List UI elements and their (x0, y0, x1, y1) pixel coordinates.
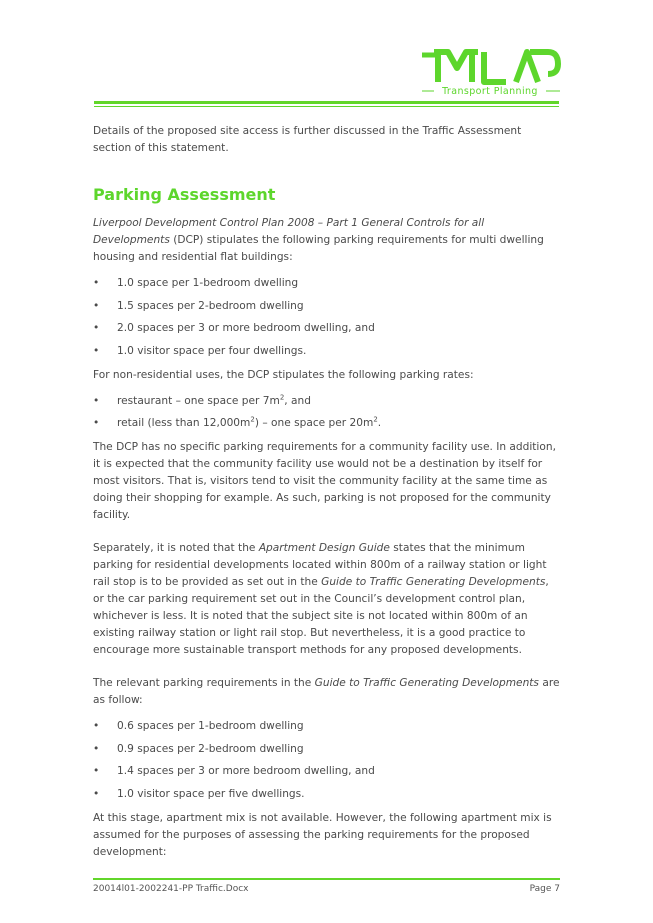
footer-page-number: Page 7 (529, 884, 560, 894)
page-body (93, 123, 561, 870)
mla-logo (420, 44, 562, 100)
header-rule-thick (94, 101, 559, 104)
list-item: • 1.4 spaces per 3 or more bedroom dwelling, and (93, 763, 561, 780)
list-item: • retail (less than $12,000m^2$) – one space per $20m^2$. (93, 415, 561, 432)
dcp-paragraph: Liverpool Development Control Plan 2008 – Part 1 General Controls for all Developments (DCP) stipulates the following parking requirements for multi dwelling housing and residential flat buildings: (93, 217, 544, 263)
intro-paragraph: Details of the proposed site access is further discussed in the Traffic Assessment section of this statement. (93, 125, 522, 154)
list-item: • 0.9 spaces per 2-bedroom dwelling (93, 741, 561, 758)
community-paragraph: The DCP has no specific parking requirements for a community facility use. In addition, it is expected that the community facility use would not be a destination by itself for most visitors. That is, visitors tend to visit the community facility at the same time as doing their shopping for example. As such, parking is not proposed for the community facility. (93, 441, 556, 521)
closing-paragraph: At this stage, apartment mix is not available. However, the following apartment mix is assumed for the purposes of assessing the parking requirements for the proposed development: (93, 811, 552, 858)
dcp-bullet-list (93, 275, 561, 360)
adg-paragraph: Separately, it is noted that the Apartment Design Guide states that the minimum parking for residential developments located within 800m of a railway station or light rail stop is to be provided as set out in the Guide to Traffic Generating Developments, or the car parking requirement set out in the Council’s development control plan, whichever is less. It is noted that the subject site is not located within 800m of an existing railway station or light rail stop. But nevertheless, it is a good practice to encourage more sustainable transport methods for any proposed developments. (93, 542, 549, 656)
dcp-title: Liverpool Development Control Plan 2008 – Part 1 General Controls for all Developments (93, 217, 485, 246)
list-item: • 2.0 spaces per 3 or more bedroom dwelling, and (93, 320, 561, 337)
guide-paragraph: The relevant parking requirements in the Guide to Traffic Generating Developments are as follow: (93, 677, 560, 706)
nonres-intro: For non-residential uses, the DCP stipulates the following parking rates: (93, 368, 474, 381)
list-item: • 1.0 visitor space per five dwellings. (93, 786, 561, 803)
nonres-bullet-list (93, 393, 561, 433)
section-heading: Parking Assessment (93, 185, 276, 204)
list-item: • 0.6 spaces per 1-bedroom dwelling (93, 718, 561, 735)
list-item: • 1.5 spaces per 2-bedroom dwelling (93, 298, 561, 315)
footer-rule (93, 878, 560, 880)
header-rule-thin (94, 106, 559, 107)
logo-tagline: Transport Planning (442, 86, 538, 97)
guide-bullet-list (93, 718, 561, 803)
list-item: • 1.0 visitor space per four dwellings. (93, 343, 561, 360)
footer-doc-ref: 20014l01-2002241-PP Traffic.Docx (93, 884, 249, 894)
list-item: • 1.0 space per 1-bedroom dwelling (93, 275, 561, 292)
list-item: • restaurant – one space per $7m^2$, and (93, 393, 561, 410)
